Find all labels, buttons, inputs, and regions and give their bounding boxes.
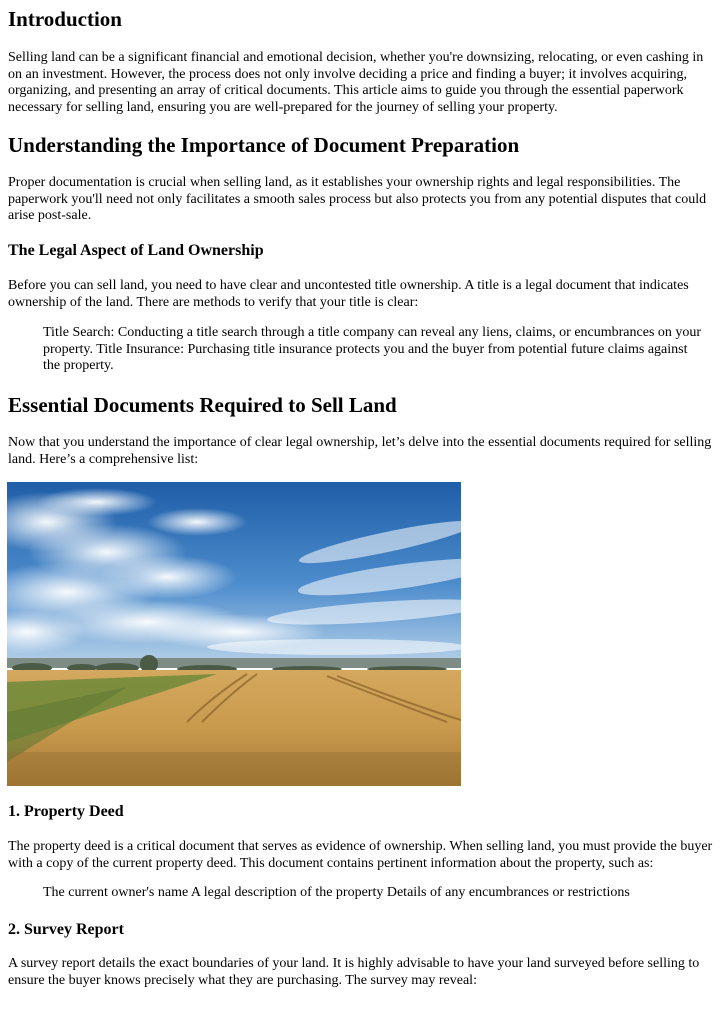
- paragraph-introduction: Selling land can be a significant financial and emotional decision, whether you're downsizing, relocating, or even cashing in on an investment. However, the process does not only involve deciding a price and finding a buyer; it involves acquiring, organizing, and presenting an array of critical documents. This article aims to guide you through the essential paperwork necessary for selling land, ensuring you are well-prepared for the journey of selling your property.: [8, 50, 704, 115]
- landscape-photo: [7, 482, 461, 786]
- paragraph-understanding: Proper documentation is crucial when selling land, as it establishes your ownership rights and legal responsibilities. The paperwork you'll need not only facilitates a smooth sales process but also protects you from any potential disputes that could arise post-sale.: [8, 175, 707, 223]
- heading-essential-documents: Essential Documents Required to Sell Land: [8, 393, 397, 417]
- blockquote-deed-contents: The current owner's name A legal description of the property Details of any encumbrances or restrictions: [43, 885, 630, 900]
- paragraph-property-deed: The property deed is a critical document that serves as evidence of ownership. When selling land, you must provide the buyer with a copy of the current property deed. This document contains pertinent information about the property, such as:: [8, 839, 713, 871]
- heading-legal-aspect: The Legal Aspect of Land Ownership: [8, 242, 264, 259]
- heading-introduction: Introduction: [8, 7, 122, 31]
- heading-survey-report: 2. Survey Report: [8, 921, 124, 938]
- blockquote-title-methods: Title Search: Conducting a title search through a title company can reveal any liens, claims, or encumbrances on your property. Title Insurance: Purchasing title insurance protects you and the buyer from potential future claims against the property.: [43, 325, 702, 373]
- paragraph-essential-documents: Now that you understand the importance of clear legal ownership, let’s delve into the essential documents required for selling land. Here’s a comprehensive list:: [8, 435, 712, 467]
- heading-property-deed: 1. Property Deed: [8, 803, 124, 820]
- paragraph-survey-report: A survey report details the exact boundaries of your land. It is highly advisable to have your land surveyed before selling to ensure the buyer knows precisely what they are purchasing. The survey may reveal:: [8, 956, 700, 988]
- paragraph-legal-aspect: Before you can sell land, you need to have clear and uncontested title ownership. A title is a legal document that indicates ownership of the land. There are methods to verify that your title is clear:: [8, 278, 689, 310]
- heading-understanding-document-preparation: Understanding the Importance of Document Preparation: [8, 133, 520, 157]
- wheat-field-image: [7, 482, 461, 786]
